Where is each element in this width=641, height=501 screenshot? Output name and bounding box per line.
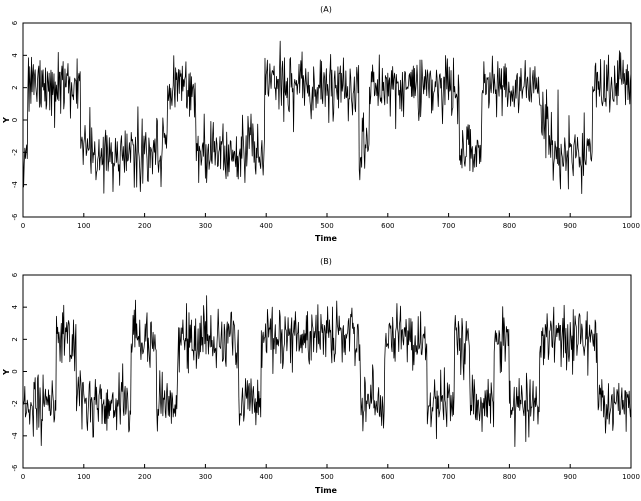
x-tick-label: 500 bbox=[320, 222, 334, 230]
x-tick-label: 200 bbox=[137, 473, 152, 481]
panel-a-plot-frame bbox=[23, 23, 631, 217]
panel-a-y-axis-label: Y bbox=[2, 117, 11, 123]
y-tick-label: -4 bbox=[11, 181, 19, 189]
x-tick-label: 600 bbox=[381, 473, 395, 481]
panel-a-title: (A) bbox=[320, 5, 332, 14]
x-tick-label: 900 bbox=[563, 222, 577, 230]
panel-b bbox=[2, 257, 640, 495]
y-tick-label: 4 bbox=[11, 53, 19, 58]
y-tick-label: 6 bbox=[11, 272, 19, 278]
x-tick-label: 100 bbox=[77, 222, 91, 230]
x-tick-label: 0 bbox=[20, 222, 26, 230]
x-tick-label: 700 bbox=[441, 473, 456, 481]
y-tick-label: -4 bbox=[11, 432, 19, 440]
panel-b-ticks bbox=[11, 272, 640, 481]
panel-b-y-axis-label: Y bbox=[2, 369, 11, 375]
x-tick-label: 400 bbox=[259, 222, 273, 230]
x-tick-label: 800 bbox=[502, 473, 517, 481]
x-tick-label: 900 bbox=[563, 473, 577, 481]
panel-a-series-line bbox=[23, 41, 631, 193]
y-tick-label: 2 bbox=[11, 85, 19, 90]
y-tick-label: 2 bbox=[11, 337, 19, 342]
x-tick-label: 300 bbox=[198, 222, 213, 230]
y-tick-label: 6 bbox=[11, 20, 19, 26]
x-tick-label: 800 bbox=[502, 222, 517, 230]
x-tick-label: 100 bbox=[77, 473, 91, 481]
panel-b-series-line bbox=[23, 296, 631, 447]
x-tick-label: 1000 bbox=[622, 222, 640, 230]
y-tick-label: 0 bbox=[11, 369, 19, 374]
panel-a-x-axis-label: Time bbox=[315, 234, 337, 243]
panel-b-x-axis-label: Time bbox=[315, 486, 337, 495]
x-tick-label: 500 bbox=[320, 473, 334, 481]
y-tick-label: -2 bbox=[11, 148, 19, 156]
y-tick-label: -6 bbox=[11, 464, 19, 472]
y-tick-label: 4 bbox=[11, 304, 19, 310]
panel-b-title: (B) bbox=[320, 257, 332, 266]
x-tick-label: 200 bbox=[137, 222, 152, 230]
x-tick-label: 0 bbox=[20, 473, 26, 481]
x-tick-label: 400 bbox=[259, 473, 273, 481]
x-tick-label: 600 bbox=[381, 222, 395, 230]
y-tick-label: 0 bbox=[11, 117, 19, 123]
panel-a bbox=[2, 5, 640, 243]
y-tick-label: -6 bbox=[11, 213, 19, 221]
y-tick-label: -2 bbox=[11, 400, 19, 408]
x-tick-label: 300 bbox=[198, 473, 213, 481]
x-tick-label: 700 bbox=[441, 222, 456, 230]
x-tick-label: 1000 bbox=[622, 473, 640, 481]
